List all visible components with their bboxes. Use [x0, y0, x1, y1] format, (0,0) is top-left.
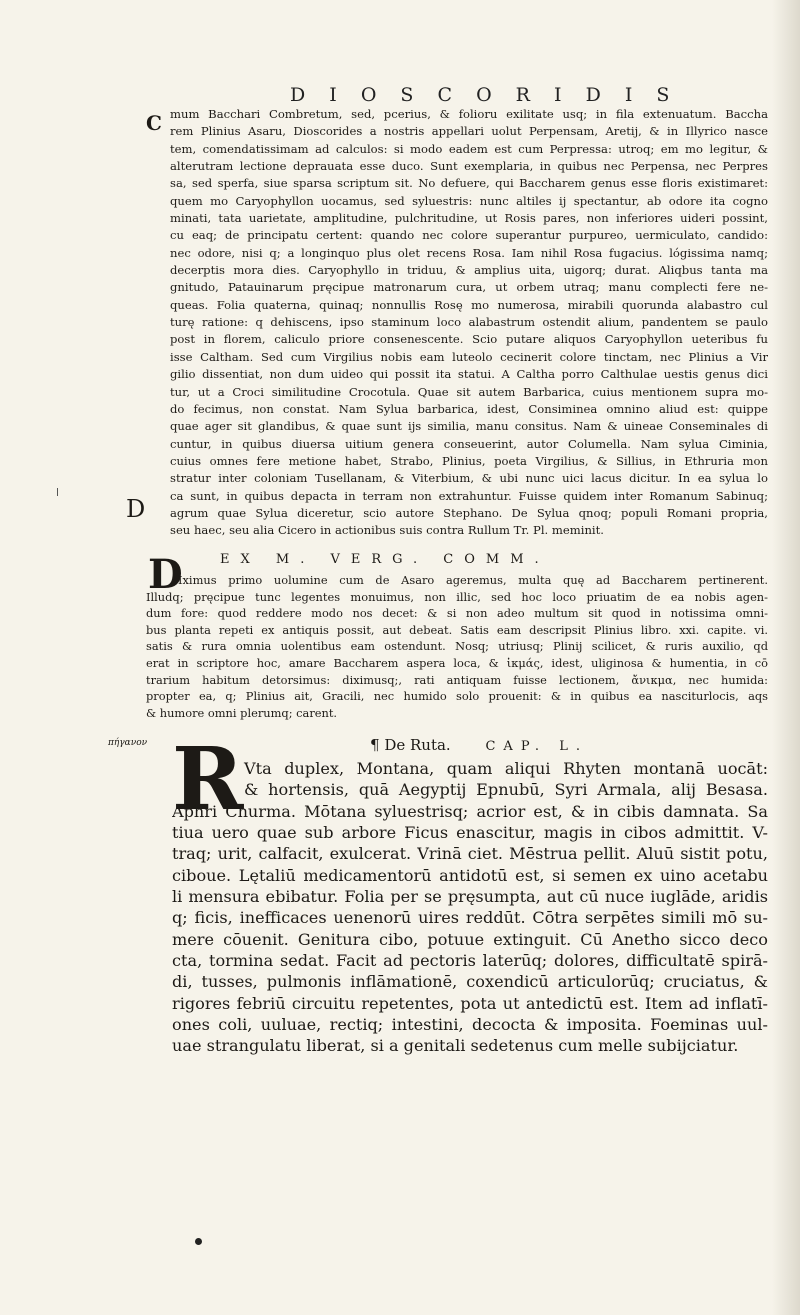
text-line: gnitudo, Patauinarum pręcipue matronarum cura, ut orbem utraq; manu complecti fere ne-	[170, 280, 768, 295]
text-line: gilio dissentiat, non dum uideo qui possit ita statui. A Caltha porro Calthulae uestis genus dici	[170, 367, 768, 382]
drop-cap-r: R	[172, 729, 244, 830]
text-line: rem Plinius Asaru, Dioscorides a nostris appellari uolut Perpensam, Aretij, & in Illyrico nasce	[170, 124, 768, 139]
text-line: mum Bacchari Combretum, sed, pcerius, & folioru exilitate usq; in fila extenuatum. Baccha	[170, 107, 768, 121]
text-line: sa, sed sperfa, siue sparsa scriptum sit. No defuere, qui Baccharem genus esse floris existimaret:	[170, 176, 768, 191]
text-line: cta, tormina sedat. Facit ad pectoris laterūq; dolores, difficultatē spirā-	[172, 951, 768, 971]
text-line: traq; urit, calfacit, exulcerat. Vrinā ciet. Mēstrua pellit. Aluū sistit potu,	[172, 844, 768, 864]
text-line: tur, ut a Croci similitudine Crocotula. Quae sit autem Barbarica, cuius mentionem supra mo-	[170, 384, 768, 399]
ink-spot	[195, 1238, 202, 1245]
text-line: queas. Folia quaterna, quinaq; nonnullis Rosę mo numerosa, mirabili quorunda alabastro cul	[170, 297, 768, 312]
text-line: q; ficis, inefficaces uenenorū uires reddūt. Cōtra serpētes simili mō su-	[172, 908, 768, 928]
text-line: satis & rura omnia uolentibus eam ostendunt. Nosq; utriusq; Plinij scilicet, & ruris auxilio, qd	[146, 639, 768, 654]
text-line: ciboue. Lętaliū medicamentorū antidotū est, si semen ex uino acetabu	[172, 865, 768, 885]
commentary-section	[146, 572, 768, 721]
commentary-paragraph	[146, 106, 768, 540]
drop-cap-d: D	[148, 551, 183, 598]
text-line: minati, tata uarietate, amplitudine, pulchritudine, ut Rosis pares, non inferiores uideri possint,	[170, 211, 768, 226]
text-line: erat in scriptore hoc, amare Baccharem aspera loca, & ἰκμάς, idest, uliginosa & humentia, in cō	[146, 655, 768, 670]
text-line: quae ager sit glandibus, & quae sunt ijs similia, manu consitus. Nam & uineae Conseminales di	[170, 419, 768, 434]
chapter-label: CAP. L.	[485, 739, 588, 754]
text-line: uae strangulatu liberat, si a genitali sedetenus cum melle subijciatur.	[172, 1036, 739, 1056]
text-line: stratur inter coloniam Tusellanam, & Viterbium, & ubi nunc uici lacus dicitur. In ea sylua lo	[170, 471, 768, 486]
text-line: bus planta repeti ex antiquis possit, aut debeat. Satis eam descripsit Plinius libro. xxi. capite. vi.	[146, 622, 768, 637]
margin-letter-d: D	[126, 495, 146, 523]
text-line: Illudq; pręcipue tunc legentes monuimus, non illic, sed hoc loco priuatim de ea nobis agen-	[146, 589, 768, 604]
text-line: tem, comendatissimam ad calculos: si modo eadem est cum Perpressa: utroq; em mo legitur, &	[170, 141, 768, 156]
section-heading: EX M. VERG. COMM.	[220, 552, 550, 567]
text-line: trarium habitum detorsimus: diximusq;, rati antiquam fuisse lectionem, ἄνικμα, nec humida:	[146, 672, 768, 687]
text-line: mere cōuenit. Genitura cibo, potuue extinguit. Cū Anetho sicco deco	[172, 929, 768, 949]
text-line: seu haec, seu alia Cicero in actionibus suis contra Rullum Tr. Pl. meminit.	[170, 523, 604, 538]
text-line: decerptis mora dies. Caryophyllo in triduu, & amplius uita, uigorq; durat. Aliqbus tanta ma	[170, 263, 768, 278]
text-line: post in florem, caliculo priore consenescente. Scio putare aliquos Caryophyllon ueteribus fu	[170, 332, 768, 347]
text-line: agrum quae Sylua diceretur, scio autore Stephano. De Sylua qnoq; populi Romani propria,	[170, 505, 768, 520]
page-gutter-shadow	[772, 0, 800, 1315]
text-line: cuius omnes fere metione habet, Strabo, Plinius, poeta Virgilius, & Sillius, in Ethruria mon	[170, 453, 768, 468]
text-line: alterutram lectione deprauata esse duco. Sunt exemplaria, in quibus nec Perpensa, nec Perpres	[170, 159, 768, 174]
text-line: ones coli, uuluae, rectiq; intestini, decocta & imposita. Foeminas uul-	[172, 1015, 768, 1035]
text-line: ca sunt, in quibus depacta in terram non extrahuntur. Fuisse quidem inter Romanum Sabinuq;	[170, 488, 768, 503]
text-line: di, tusses, pulmonis inflāmationē, coxendicū articulorūq; cruciatus, &	[172, 972, 768, 992]
text-line: do fecimus, non constat. Nam Sylua barbarica, idest, Consiminea omnino aliud est: quippe	[170, 401, 768, 416]
text-line: Vta duplex, Montana, quam aliqui Rhyten montanā uocāt:	[244, 759, 768, 778]
chapter-title: De Ruta.	[384, 736, 451, 754]
decorated-initial-c: C	[146, 111, 162, 135]
margin-greek-note: πήγανον	[108, 738, 148, 748]
text-line: Iximus primo uolumine cum de Asaro ageremus, multa quę ad Baccharem pertinerent.	[178, 573, 768, 587]
text-line: & hortensis, quā Aegyptij Epnubū, Syri Armala, alij Besasa.	[244, 780, 768, 800]
text-line: propter ea, q; Plinius ait, Gracili, nec humido solo prouenit: & in quibus ea nasciturlocis, aqs	[146, 689, 768, 704]
text-line: cuntur, in quibus diuersa uitium genera conseuerint, autor Columella. Nam sylua Ciminia,	[170, 436, 768, 451]
text-line: quem mo Caryophyllon uocamus, sed syluestris: nunc altiles ij spectantur, ab odore ita cogno	[170, 193, 768, 208]
text-line: nec odore, nisi q; a longinquo plus olet recens Rosa. Iam nihil Rosa fugacius. lógissima namq;	[170, 245, 768, 260]
text-line: cu eaq; de principatu certent: quando nec colore superantur purpureo, uermiculato, candido:	[170, 228, 768, 243]
chapter-heading	[370, 736, 588, 754]
text-line: li mensura ebibatur. Folia per se pręsumpta, aut cū nuce iuglāde, aridis	[172, 887, 768, 907]
margin-tick	[57, 488, 58, 496]
chapter-text	[172, 758, 768, 1057]
text-line: & humore omni plerumq; carent.	[146, 705, 338, 720]
text-line: turę ratione: q dehiscens, ipso staminum loco alabastrum ostendit alium, pandentem se paulo	[170, 315, 768, 330]
text-line: Aphri Churma. Mōtana syluestrisq; acrior est, & in cibis damnata. Sa	[172, 801, 768, 821]
running-head: D I O S C O R I D I S	[290, 84, 679, 106]
text-line: tiua uero quae sub arbore Ficus enascitur, magis in cibos admittit. V-	[172, 823, 768, 843]
text-line: dum fore: quod reddere modo nos decet: & si non adeo multum sit quod in notissima omni-	[146, 606, 768, 621]
pilcrow-mark: ¶	[370, 736, 380, 754]
text-line: rigores febriū circuitu repetentes, pota ut antedictū est. Item ad inflatī-	[172, 993, 768, 1013]
text-line: isse Caltham. Sed cum Virgilius nobis eam luteolo cecinerit colore tinctam, nec Plinius a Vir	[170, 349, 768, 364]
